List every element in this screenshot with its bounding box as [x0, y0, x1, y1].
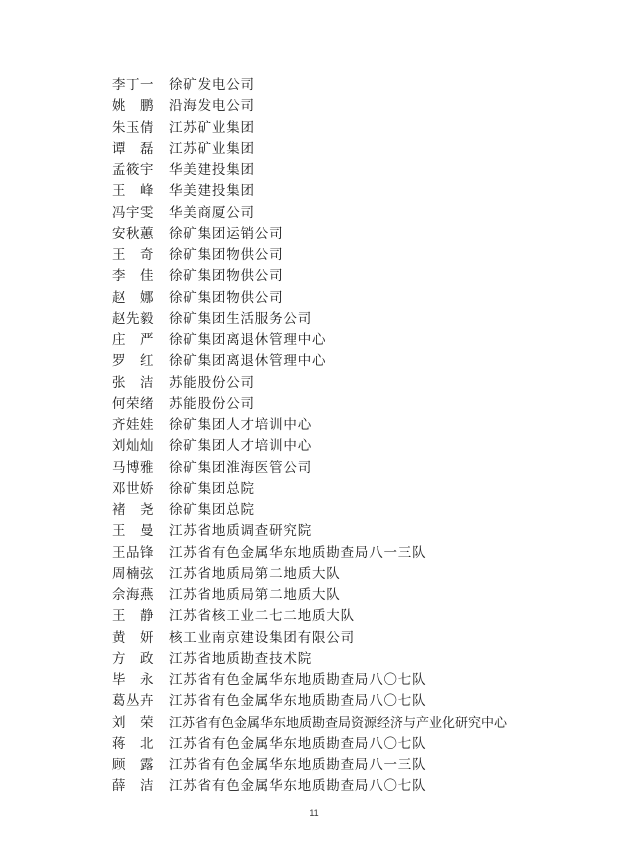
- person-name: 周楠弦: [112, 565, 154, 582]
- organization-name: 徐矿集团人才培训中心: [169, 417, 312, 433]
- person-name: 齐娃娃: [112, 417, 154, 433]
- organization-name: 江苏省有色金属华东地质勘查局八一三队: [169, 544, 427, 561]
- organization-name: 徐矿集团物供公司: [169, 268, 284, 285]
- organization-name: 徐矿集团运销公司: [169, 225, 284, 242]
- person-name: 葛丛卉: [112, 693, 154, 710]
- list-item: [112, 500, 592, 521]
- person-name: 蒋 北: [112, 735, 154, 752]
- person-name: 王 奇: [112, 247, 154, 263]
- list-item: [112, 521, 592, 542]
- list-item: [112, 691, 592, 712]
- organization-name: 徐矿集团生活服务公司: [169, 310, 312, 327]
- organization-name: 江苏省地质局第二地质大队: [169, 565, 341, 582]
- list-item: [112, 160, 592, 181]
- person-name: 毕 永: [112, 672, 154, 688]
- person-name: 李丁一: [112, 77, 154, 93]
- person-name: 刘灿灿: [112, 438, 154, 455]
- organization-name: 徐矿集团总院: [169, 480, 255, 497]
- organization-name: 华美商厦公司: [169, 204, 255, 221]
- list-item: [112, 181, 592, 202]
- person-name: 黄 妍: [112, 629, 154, 646]
- organization-name: 江苏省地质调查研究院: [169, 523, 312, 540]
- list-item: [112, 670, 592, 691]
- organization-name: 江苏省有色金属华东地质勘查局八〇七队: [169, 693, 427, 710]
- organization-name: 徐矿集团离退休管理中心: [169, 332, 327, 348]
- person-name: 罗 红: [112, 353, 154, 370]
- person-name: 邓世娇: [112, 480, 154, 497]
- person-name: 庄 严: [112, 332, 154, 348]
- person-name: 马博雅: [112, 459, 154, 476]
- person-name: 姚 鹏: [112, 98, 154, 115]
- list-item: [112, 224, 592, 245]
- person-name: 赵 娜: [112, 289, 154, 306]
- organization-name: 沿海发电公司: [169, 98, 255, 115]
- person-name: 薛 洁: [112, 778, 154, 795]
- list-item: [112, 776, 592, 797]
- organization-name: 徐矿集团物供公司: [169, 247, 284, 263]
- list-item: [112, 394, 592, 415]
- organization-name: 江苏省有色金属华东地质勘查局八一三队: [169, 757, 427, 773]
- list-item: [112, 458, 592, 479]
- list-item: [112, 734, 592, 755]
- list-item: [112, 755, 592, 776]
- person-name: 李 佳: [112, 268, 154, 285]
- organization-name: 江苏省核工业二七二地质大队: [169, 608, 355, 625]
- list-item: [112, 606, 592, 627]
- person-name: 何荣绪: [112, 395, 154, 412]
- list-item: [112, 309, 592, 330]
- person-name: 佘海燕: [112, 587, 154, 603]
- organization-name: 徐矿集团淮海医管公司: [169, 459, 312, 476]
- list-item: [112, 585, 592, 606]
- person-name: 褚 尧: [112, 502, 154, 518]
- organization-name: 江苏省有色金属华东地质勘查局八〇七队: [169, 672, 427, 688]
- organization-name: 江苏矿业集团: [169, 140, 255, 157]
- list-item: [112, 330, 592, 351]
- organization-name: 徐矿发电公司: [169, 77, 255, 93]
- name-list: [112, 75, 592, 798]
- organization-name: 徐矿集团人才培训中心: [169, 438, 312, 455]
- person-name: 王 静: [112, 608, 154, 625]
- list-item: [112, 266, 592, 287]
- person-name: 谭 磊: [112, 140, 154, 157]
- list-item: [112, 436, 592, 457]
- organization-name: 江苏省有色金属华东地质勘查局八〇七队: [169, 778, 427, 795]
- person-name: 赵先毅: [112, 310, 154, 327]
- organization-name: 江苏省地质勘查技术院: [169, 650, 312, 667]
- page-number: 11: [309, 808, 319, 818]
- list-item: [112, 351, 592, 372]
- person-name: 顾 露: [112, 757, 154, 773]
- list-item: [112, 543, 592, 564]
- organization-name: 江苏省有色金属华东地质勘查局资源经济与产业化研究中心: [169, 715, 508, 731]
- organization-name: 核工业南京建设集团有限公司: [169, 629, 355, 646]
- person-name: 王 峰: [112, 183, 154, 200]
- list-item: [112, 245, 592, 266]
- list-item: [112, 203, 592, 224]
- list-item: [112, 75, 592, 96]
- organization-name: 江苏省地质局第二地质大队: [169, 587, 341, 603]
- organization-name: 华美建投集团: [169, 183, 255, 200]
- person-name: 朱玉倩: [112, 119, 154, 136]
- list-item: [112, 415, 592, 436]
- person-name: 冯宇雯: [112, 204, 154, 221]
- organization-name: 江苏省有色金属华东地质勘查局八〇七队: [169, 735, 427, 752]
- list-item: [112, 564, 592, 585]
- organization-name: 苏能股份公司: [169, 395, 255, 412]
- person-name: 方 政: [112, 650, 154, 667]
- list-item: [112, 288, 592, 309]
- list-item: [112, 96, 592, 117]
- list-item: [112, 118, 592, 139]
- person-name: 孟筱宇: [112, 162, 154, 178]
- person-name: 王品锋: [112, 544, 154, 561]
- organization-name: 华美建投集团: [169, 162, 255, 178]
- organization-name: 江苏矿业集团: [169, 119, 255, 136]
- list-item: [112, 479, 592, 500]
- list-item: [112, 373, 592, 394]
- person-name: 安秋蕙: [112, 225, 154, 242]
- list-item: [112, 649, 592, 670]
- list-item: [112, 713, 592, 734]
- organization-name: 徐矿集团物供公司: [169, 289, 284, 306]
- organization-name: 苏能股份公司: [169, 374, 255, 391]
- person-name: 张 洁: [112, 374, 154, 391]
- list-item: [112, 139, 592, 160]
- organization-name: 徐矿集团总院: [169, 502, 255, 518]
- person-name: 刘 荣: [112, 714, 154, 731]
- list-item: [112, 628, 592, 649]
- organization-name: 徐矿集团离退休管理中心: [169, 353, 327, 370]
- person-name: 王 曼: [112, 523, 154, 540]
